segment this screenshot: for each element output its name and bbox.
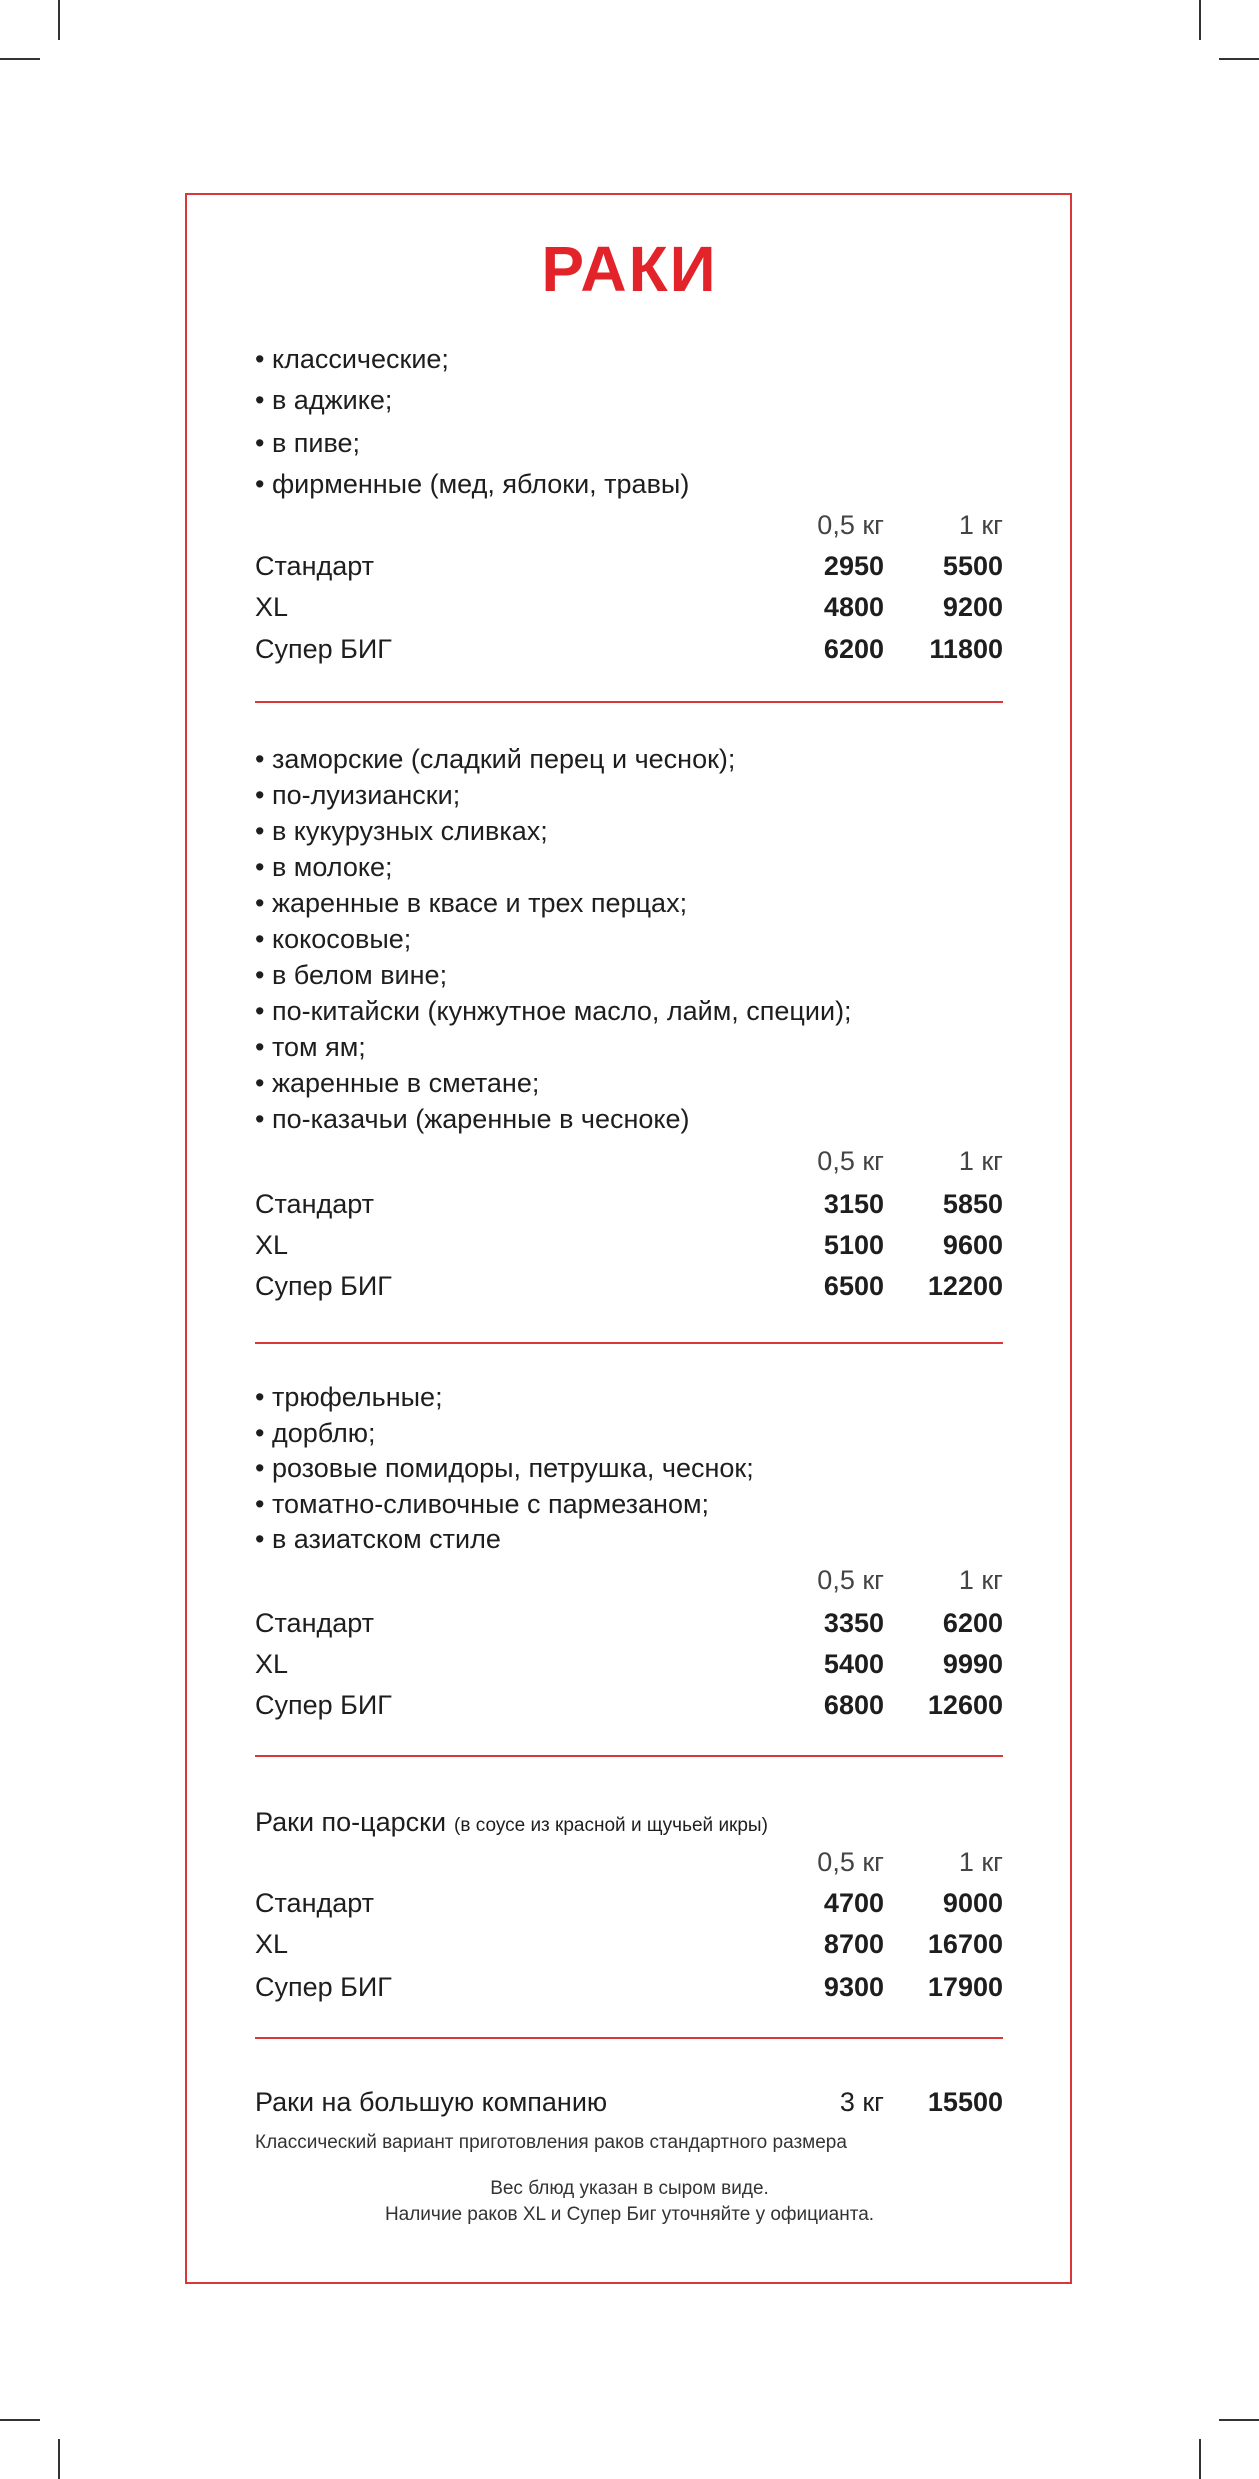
company-price: 15500: [927, 2087, 1003, 2117]
price-half-kg: 3150: [823, 1189, 884, 1219]
price-1-kg: 11800: [929, 634, 1003, 664]
price-half-kg: 6800: [823, 1690, 884, 1720]
price-1-kg: 17900: [927, 1972, 1003, 2002]
section-divider: [255, 2037, 1003, 2039]
dish-title-tsarski: [255, 1806, 768, 1842]
list-item: • жаренные в сметане;: [255, 1068, 540, 1098]
size-label: Супер БИГ: [255, 634, 392, 664]
size-label: XL: [255, 592, 289, 622]
list-item: • в аджике;: [255, 385, 393, 415]
price-half-kg: 4800: [823, 592, 884, 622]
column-header-1-kg: 1 кг: [958, 1146, 1003, 1176]
list-item: • фирменные (мед, яблоки, травы): [255, 469, 690, 499]
price-1-kg: 12200: [927, 1271, 1003, 1301]
size-label: XL: [255, 1649, 289, 1679]
size-label: Стандарт: [255, 1608, 375, 1638]
crop-mark: [1219, 2419, 1259, 2421]
price-half-kg: 6500: [823, 1271, 884, 1301]
dish-description: (в соусе из красной и щучьей икры): [454, 1815, 768, 1836]
price-1-kg: 16700: [927, 1929, 1003, 1959]
price-1-kg: 5850: [942, 1189, 1003, 1219]
price-half-kg: 2950: [823, 551, 884, 581]
price-1-kg: 6200: [942, 1608, 1003, 1638]
size-label: Супер БИГ: [255, 1271, 392, 1301]
section-divider: [255, 1342, 1003, 1344]
list-item: • дорблю;: [255, 1418, 376, 1448]
size-label: XL: [255, 1230, 289, 1260]
list-item: • в белом вине;: [255, 960, 448, 990]
price-half-kg: 9300: [823, 1972, 884, 2002]
section-divider: [255, 1755, 1003, 1757]
list-item: • в пиве;: [255, 428, 361, 458]
crop-mark: [0, 58, 40, 60]
size-label: Стандарт: [255, 1888, 375, 1918]
price-half-kg: 8700: [823, 1929, 884, 1959]
size-label: Стандарт: [255, 551, 375, 581]
company-weight: 3 кг: [839, 2087, 884, 2117]
list-item: • розовые помидоры, петрушка, чеснок;: [255, 1453, 754, 1483]
list-item: • заморские (сладкий перец и чеснок);: [255, 744, 736, 774]
list-item: • классические;: [255, 344, 449, 374]
price-1-kg: 9200: [942, 592, 1003, 622]
list-item: • в кукурузных сливках;: [255, 816, 548, 846]
column-header-half-kg: 0,5 кг: [817, 510, 884, 540]
column-header-1-kg: 1 кг: [958, 1565, 1003, 1595]
company-note: Классический вариант приготовления раков стандартного размера: [255, 2132, 847, 2153]
footer-note: Наличие раков XL и Супер Биг уточняйте у официанта.: [384, 2204, 875, 2225]
price-1-kg: 9600: [942, 1230, 1003, 1260]
size-label: Стандарт: [255, 1189, 375, 1219]
crop-mark: [1199, 2439, 1201, 2479]
list-item: • жаренные в квасе и трех перцах;: [255, 888, 688, 918]
list-item: • томатно-сливочные с пармезаном;: [255, 1489, 710, 1519]
crop-mark: [0, 2419, 40, 2421]
company-dish-name: Раки на большую компанию: [255, 2087, 608, 2117]
price-half-kg: 5100: [823, 1230, 884, 1260]
column-header-half-kg: 0,5 кг: [817, 1146, 884, 1176]
price-half-kg: 6200: [823, 634, 884, 664]
crop-mark: [58, 2439, 60, 2479]
column-header-half-kg: 0,5 кг: [817, 1847, 884, 1877]
crop-mark: [1199, 0, 1201, 40]
column-header-1-kg: 1 кг: [958, 1847, 1003, 1877]
list-item: • по-луизиански;: [255, 780, 461, 810]
list-item: • в молоке;: [255, 852, 393, 882]
footer-note: Вес блюд указан в сыром виде.: [490, 2178, 769, 2199]
price-half-kg: 5400: [823, 1649, 884, 1679]
list-item: • в азиатском стиле: [255, 1524, 501, 1554]
crop-mark: [58, 0, 60, 40]
column-header-1-kg: 1 кг: [958, 510, 1003, 540]
list-item: • кокосовые;: [255, 924, 412, 954]
price-1-kg: 9990: [942, 1649, 1003, 1679]
crop-mark: [1219, 58, 1259, 60]
price-1-kg: 9000: [942, 1888, 1003, 1918]
size-label: Супер БИГ: [255, 1972, 392, 2002]
column-header-half-kg: 0,5 кг: [817, 1565, 884, 1595]
list-item: • трюфельные;: [255, 1382, 443, 1412]
size-label: XL: [255, 1929, 289, 1959]
list-item: • по-китайски (кунжутное масло, лайм, специи);: [255, 996, 852, 1026]
price-half-kg: 3350: [823, 1608, 884, 1638]
list-item: • по-казачьи (жаренные в чесноке): [255, 1104, 690, 1134]
price-1-kg: 5500: [942, 551, 1003, 581]
section-divider: [255, 701, 1003, 703]
size-label: Супер БИГ: [255, 1690, 392, 1720]
price-1-kg: 12600: [927, 1690, 1003, 1720]
list-item: • том ям;: [255, 1032, 366, 1062]
page-title: РАКИ: [541, 233, 718, 305]
dish-name: Раки по-царски: [255, 1807, 447, 1837]
price-half-kg: 4700: [823, 1888, 884, 1918]
